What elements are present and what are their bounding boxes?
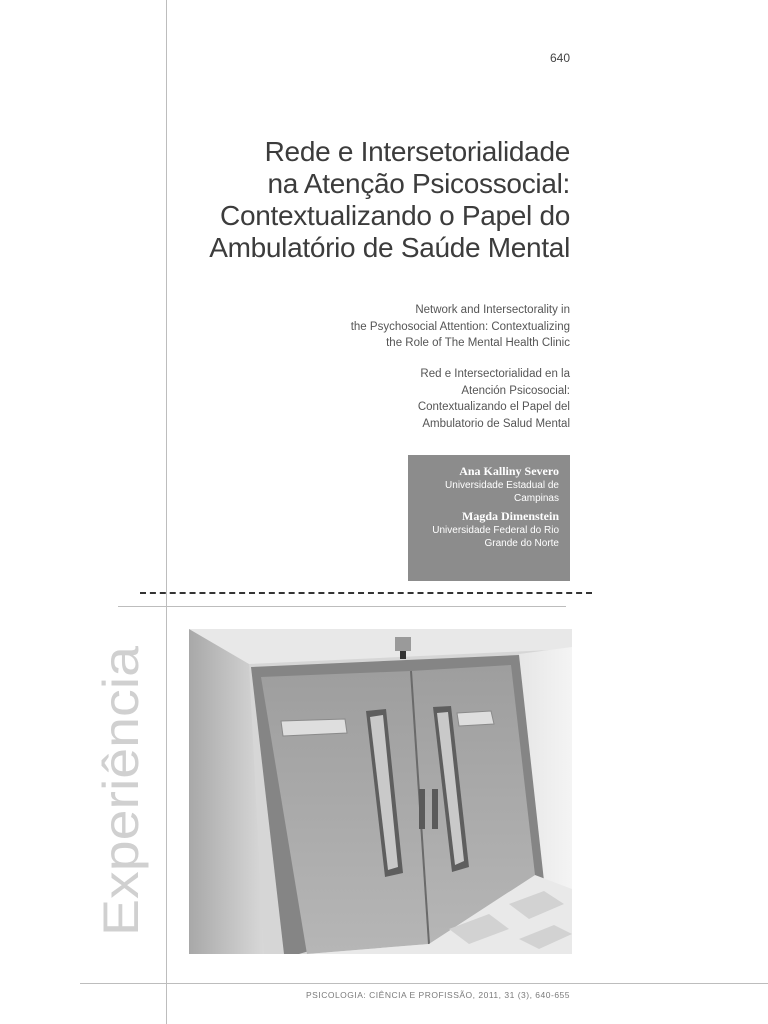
dashed-separator: [140, 592, 592, 594]
subtitle-line: Ambulatorio de Salud Mental: [422, 417, 570, 430]
footer-rule: [80, 983, 768, 984]
horizontal-rule: [118, 606, 566, 607]
author-entry: [414, 464, 559, 505]
section-label: [72, 640, 152, 940]
journal-footer: PSICOLOGIA: CIÊNCIA E PROFISSÃO, 2011, 31 (3), 640-655: [306, 990, 570, 1000]
subtitle-line: Contextualizando el Papel del: [417, 401, 570, 413]
hospital-doors-photo: [189, 629, 572, 954]
author-affiliation: Universidade Federal do Rio: [432, 525, 559, 536]
author-name: Ana Kalliny Severo: [459, 464, 559, 478]
subtitle-line: Red e Intersectorialidad en la: [420, 368, 570, 380]
english-title: [260, 302, 570, 352]
subtitle-line: the Psychosocial Attention: Contextualizing: [350, 320, 570, 333]
article-title: [180, 136, 570, 264]
page-number: 640: [549, 51, 570, 65]
title-line: Rede e Intersetorialidade: [264, 136, 570, 167]
title-line: Contextualizando o Papel do: [220, 200, 570, 231]
author-entry: [414, 509, 559, 550]
spanish-title: [260, 366, 570, 432]
title-line: na Atenção Psicossocial:: [267, 168, 570, 199]
author-affiliation: Campinas: [513, 493, 559, 504]
author-name: Magda Dimenstein: [462, 509, 559, 523]
author-affiliation: Grande do Norte: [484, 538, 559, 549]
vertical-rule: [166, 0, 167, 1024]
title-line: Ambulatório de Saúde Mental: [209, 232, 570, 263]
subtitle-line: Atención Psicosocial:: [461, 384, 570, 397]
section-label-text: Experiência: [93, 674, 149, 936]
author-box: [408, 455, 570, 581]
subtitle-line: the Role of The Mental Health Clinic: [386, 337, 570, 349]
subtitle-line: Network and Intersectorality in: [415, 304, 570, 316]
doors-image: [189, 629, 572, 954]
author-affiliation: Universidade Estadual de: [445, 480, 559, 491]
